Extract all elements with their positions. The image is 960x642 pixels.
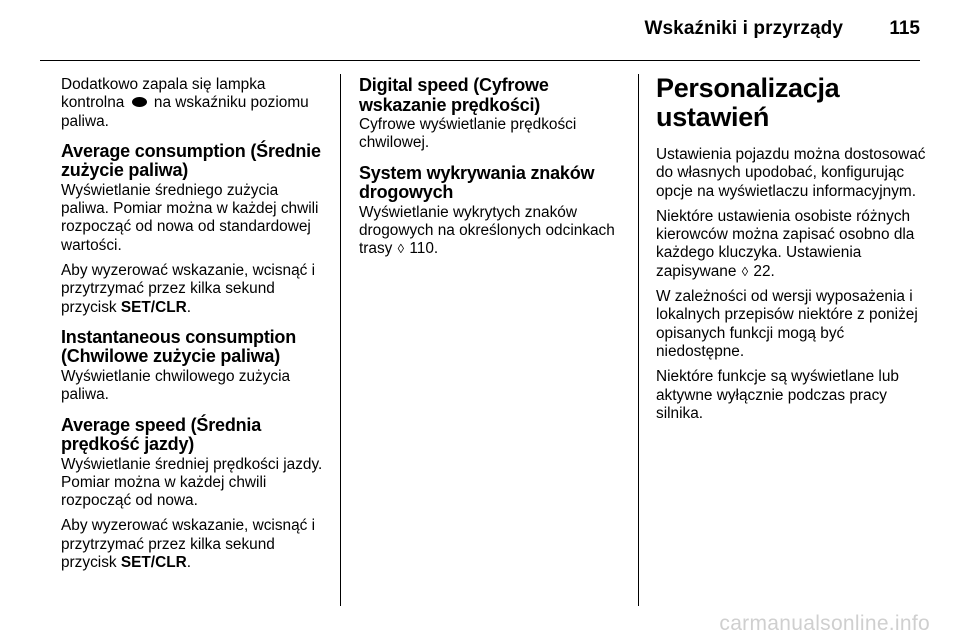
avg-consumption-heading: Average consumption (Średnie zużycie paliwa) bbox=[61, 140, 321, 181]
page-number: 115 bbox=[889, 18, 920, 39]
inst-consumption-text: Wyświetlanie chwilowego zużycia paliwa. bbox=[61, 367, 291, 404]
reset-paragraph-1: Aby wyzerować wskazanie, wcisnąć i przytrzymać przez kilka sekund przycisk SET/CLR. bbox=[61, 262, 316, 316]
avg-speed-heading: Average speed (Średnia prędkość jazdy) bbox=[61, 414, 262, 455]
inst-consumption-heading: Instantaneous consumption (Chwilowe zużycie paliwa) bbox=[61, 326, 297, 367]
column-middle bbox=[359, 76, 624, 265]
digital-speed-text: Cyfrowe wyświetlanie prędkości chwilowej. bbox=[359, 116, 577, 152]
reset-paragraph-2: Aby wyzerować wskazanie, wcisnąć i przytrzymać przez kilka sekund przycisk SET/CLR. bbox=[61, 517, 316, 572]
personalization-p4: Niektóre funkcje są wyświetlane lub aktywne wyłącznie podczas pracy silnika. bbox=[656, 368, 899, 422]
set-clr-button-label-1: SET/CLR bbox=[120, 298, 187, 316]
fuel-lamp-icon bbox=[132, 97, 147, 107]
sign-recognition-ref: 110 bbox=[409, 240, 434, 258]
reset-text-2: Aby wyzerować wskazanie, wcisnąć i przytrzymać przez kilka sekund przycisk bbox=[61, 517, 316, 572]
intro-text-a: Dodatkowo zapala się lampka kontrolna bbox=[61, 76, 266, 112]
intro-text-b: na wskaźniku poziomu paliwa. bbox=[61, 94, 309, 130]
column-right bbox=[656, 73, 926, 430]
column-left bbox=[61, 76, 326, 579]
header-rule bbox=[40, 60, 920, 61]
personalization-p2-text: Niektóre ustawienia osobiste różnych kierowców można zapisać osobno dla każdego kluczyka. Ustawienia zapisywane bbox=[656, 207, 915, 280]
sign-recognition-heading: System wykrywania znaków drogowych bbox=[359, 162, 595, 203]
sign-recognition-paragraph: Wyświetlanie wykrytych znaków drogowych na określonych odcinkach trasy ◊ 110. bbox=[359, 203, 615, 258]
page-reference-icon: ◊ bbox=[397, 241, 405, 257]
avg-consumption-text: Wyświetlanie średniego zużycia paliwa. Pomiar można w każdej chwili rozpocząć od nowa od standardowej wartości. bbox=[61, 181, 319, 254]
digital-speed-heading: Digital speed (Cyfrowe wskazanie prędkości) bbox=[359, 75, 549, 115]
avg-speed-text: Wyświetlanie średniej prędkości jazdy. Pomiar można w każdej chwili rozpocząć od nowa. bbox=[61, 455, 323, 510]
intro-paragraph bbox=[61, 76, 326, 131]
personalization-p3: W zależności od wersji wyposażenia i lokalnych przepisów niektóre z poniżej opisanych funkcji mogą być niedostępne. bbox=[656, 288, 918, 360]
personalization-p1: Ustawienia pojazdu można dostosować do własnych upodobać, konfigurując opcje na wyświetlaczu informacyjnym. bbox=[656, 146, 926, 200]
column-divider-1 bbox=[340, 74, 341, 606]
personalization-title: Personalizacja ustawień bbox=[656, 73, 840, 132]
personalization-p2: Niektóre ustawienia osobiste różnych kierowców można zapisać osobno dla każdego kluczyka. Ustawienia zapisywane ◊ 22. bbox=[656, 207, 915, 280]
reset-text-1: Aby wyzerować wskazanie, wcisnąć i przytrzymać przez kilka sekund przycisk bbox=[61, 262, 316, 316]
header-title: Wskaźniki i przyrządy bbox=[644, 18, 843, 39]
set-clr-button-label-2: SET/CLR bbox=[120, 554, 187, 572]
personalization-p2-ref: 22 bbox=[753, 262, 771, 280]
sign-recognition-text: Wyświetlanie wykrytych znaków drogowych na określonych odcinkach trasy bbox=[359, 203, 615, 258]
column-divider-2 bbox=[638, 74, 639, 606]
watermark: carmanualsonline.info bbox=[719, 612, 930, 635]
page-reference-icon: ◊ bbox=[741, 263, 749, 279]
